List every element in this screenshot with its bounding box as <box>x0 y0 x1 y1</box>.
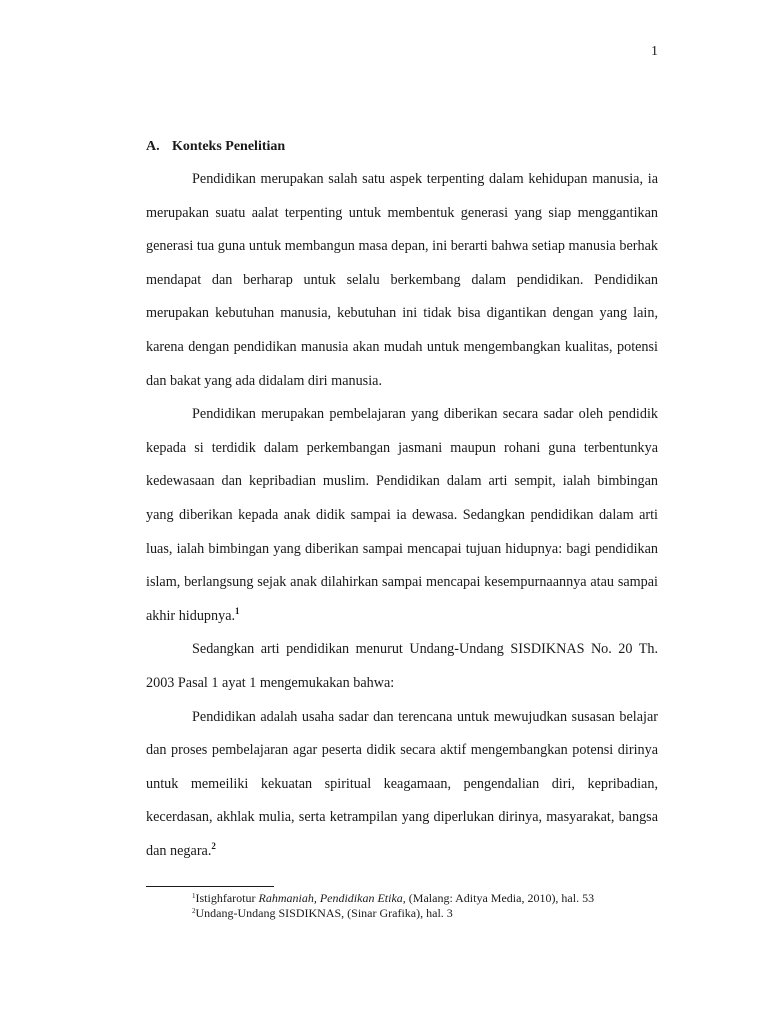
paragraph-text: Pendidikan merupakan pembelajaran yang diberikan secara sadar oleh pendidik kepada si terdidik dalam perkembangan jasmani maupun rohani guna terbentunkya kedewasaan dan kepribadian muslim. Pendidikan dalam arti sempit, ialah bimbingan yang diberikan kepada anak didik sampai ia dewasa. Sedangkan pendidikan dalam arti luas, ialah bimbingan yang diberikan sampai mencapai tujuan hidupnya: bagi pendidikan islam, berlangsung sejak anak dilahirkan sampai mencapai kesempurnaannya atau sampai akhir hidupnya. <box>146 406 658 624</box>
page-number: 1 <box>651 44 658 59</box>
footnote-number: 2 <box>192 907 196 915</box>
footnote-ref: 2 <box>211 840 216 851</box>
paragraph-text: Sedangkan arti pendidikan menurut Undang-Undang SISDIKNAS No. 20 Th. 2003 Pasal 1 ayat 1 mengemukakan bahwa: <box>146 641 658 691</box>
footnote-italic: Rahmaniah, Pendidikan Etika, <box>258 891 406 905</box>
section-title: Konteks Penelitian <box>172 139 286 154</box>
paragraph <box>146 633 658 700</box>
body-text <box>146 163 658 868</box>
footnote <box>192 906 594 921</box>
footnote-text: Undang-Undang SISDIKNAS, (Sinar Grafika), hal. 3 <box>195 906 453 920</box>
paragraph <box>146 398 658 633</box>
footnote <box>192 891 594 906</box>
paragraph <box>146 163 658 398</box>
footnote-separator <box>146 886 274 887</box>
footnote-ref: 1 <box>235 605 240 616</box>
footnote-text: (Malang: Aditya Media, 2010), hal. 53 <box>405 891 595 905</box>
footnote-text: Istighfarotur <box>195 891 259 905</box>
section-heading <box>146 139 285 155</box>
section-number: A. <box>146 139 160 154</box>
paragraph-text: Pendidikan adalah usaha sadar dan terencana untuk mewujudkan susasan belajar dan proses pembelajaran agar peserta didik secara aktif mengembangkan potensi dirinya untuk memeiliki kekuatan spiritual keagamaan, pengendalian diri, kepribadian, kecerdasan, akhlak mulia, serta ketrampilan yang diperlukan dirinya, masyarakat, bangsa dan negara. <box>146 708 658 859</box>
quote-paragraph <box>146 701 658 869</box>
paragraph-text: Pendidikan merupakan salah satu aspek terpenting dalam kehidupan manusia, ia merupakan suatu aalat terpenting untuk membentuk generasi yang siap menggantikan generasi tua guna untuk membangun masa depan, ini berarti bahwa setiap manusia berhak mendapat dan berharap untuk selalu berkembang dalam pendidikan. Pendidikan merupakan kebutuhan manusia, kebutuhan ini tidak bisa digantikan dengan yang lain, karena dengan pendidikan manusia akan mudah untuk mengembangkan kualitas, potensi dan bakat yang ada didalam diri manusia. <box>146 171 658 389</box>
footnotes <box>192 891 594 921</box>
footnote-number: 1 <box>192 892 196 900</box>
